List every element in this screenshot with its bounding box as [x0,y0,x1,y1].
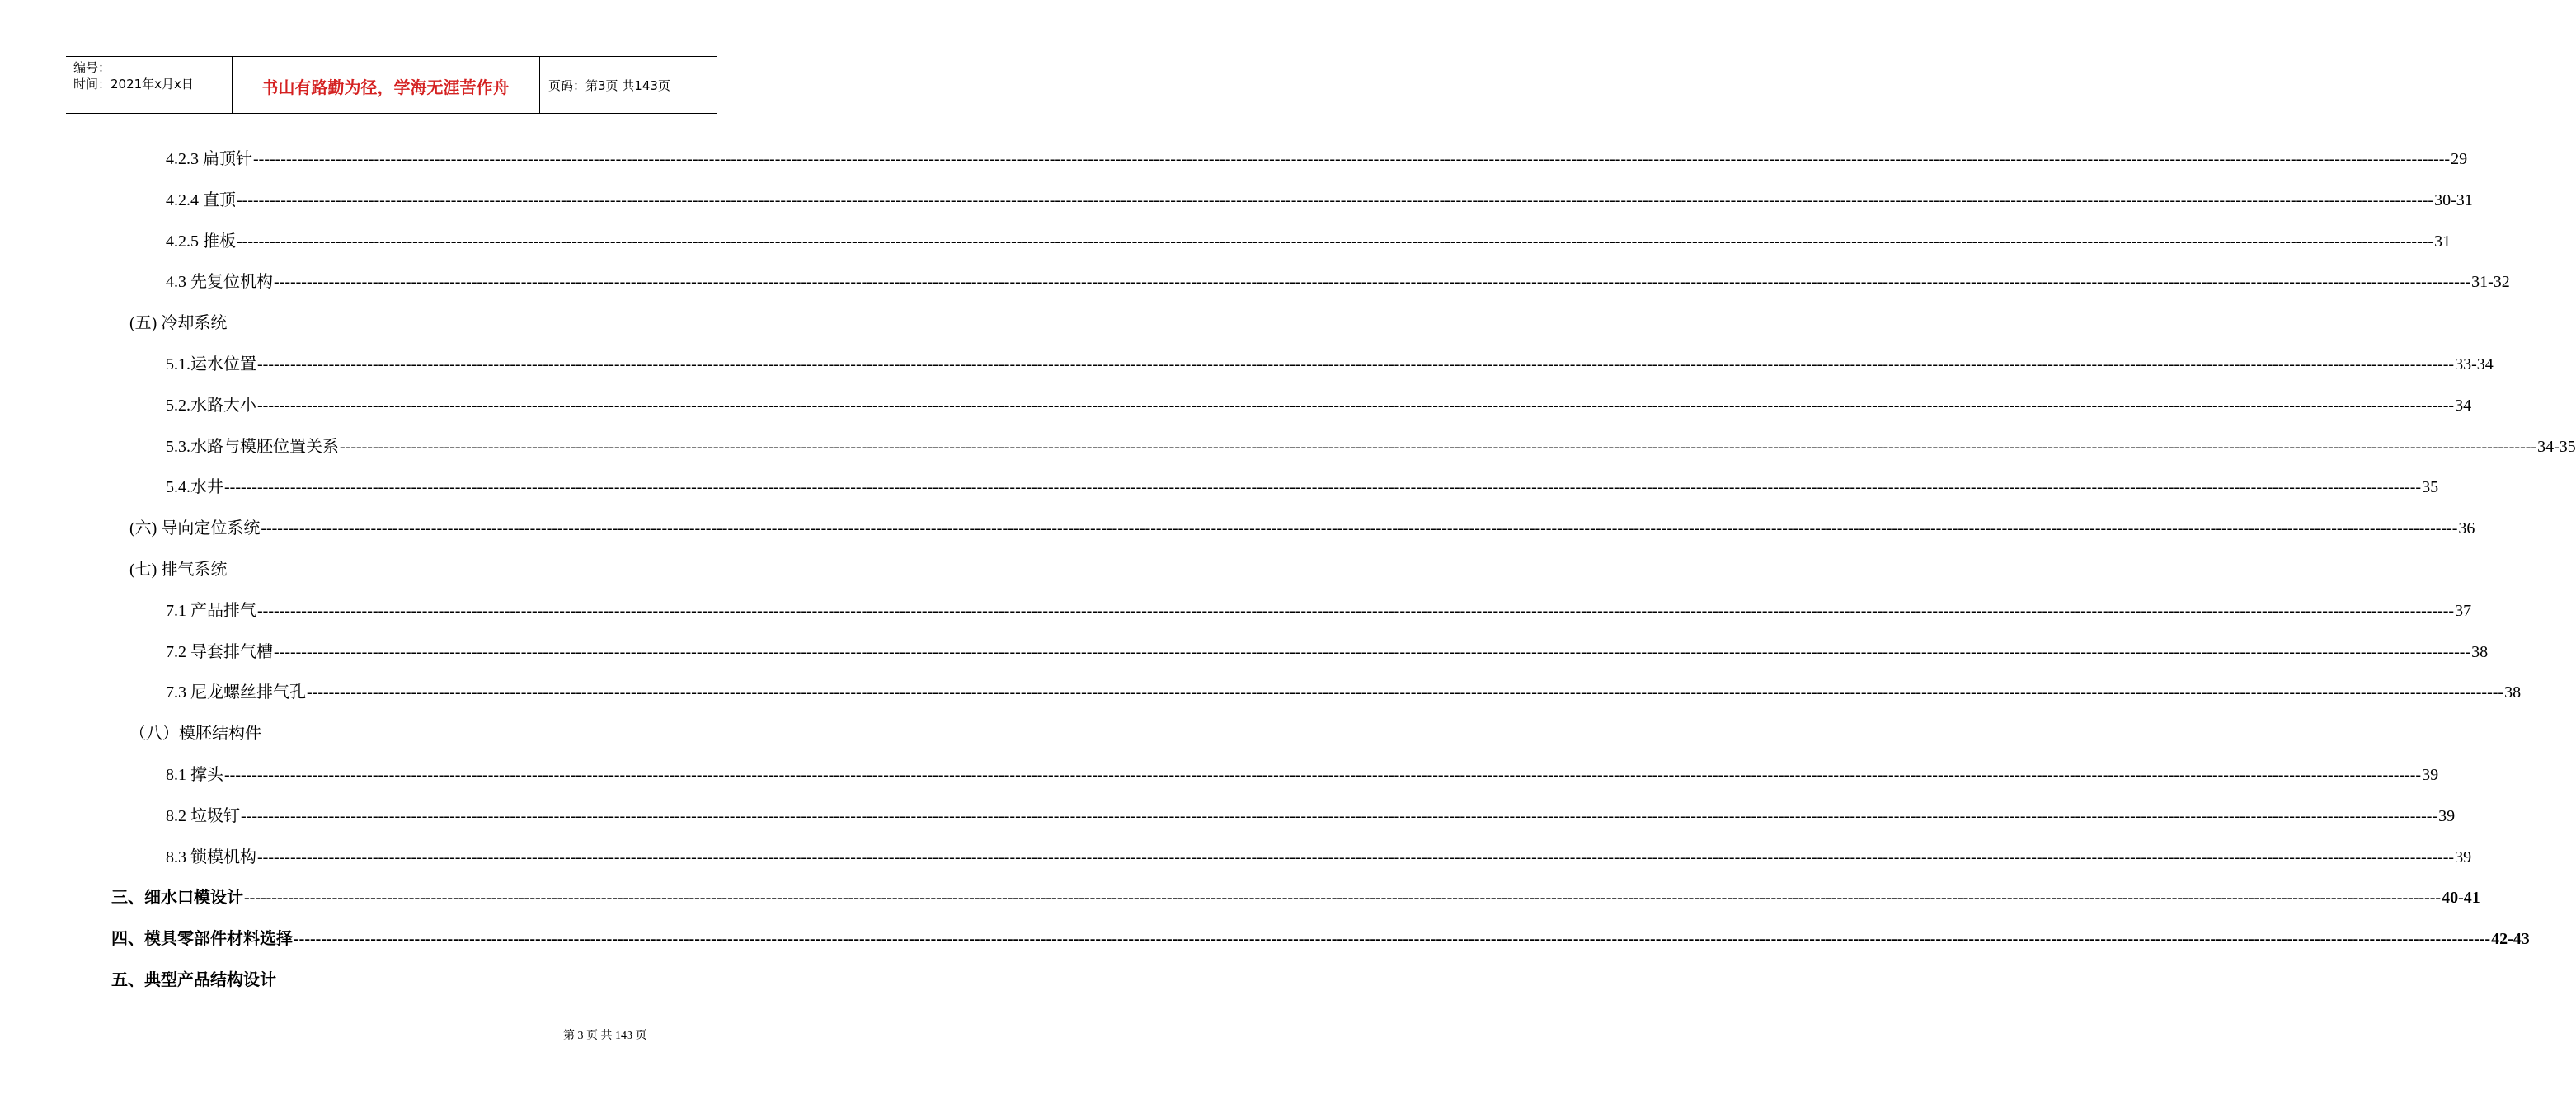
toc-entry [129,516,2475,541]
toc-page-number: 38 [2504,683,2522,702]
toc-entry [166,763,2439,787]
toc-entry [129,311,227,336]
toc-entry-label: 三、细水口模设计 [111,889,243,907]
toc-entry-label: 8.2 垃圾钉 [166,807,240,825]
toc-page-number: 37 [2455,602,2472,620]
header-info-cell [66,57,233,113]
toc-leader: ---------------------------------------------------------------------------------------------------------------------------------------------------------------------------------------------------------------------------------------------------------------------------------------------------------------------------------------------------------------------------------------------------------------- [340,438,2537,456]
toc-leader: ---------------------------------------------------------------------------------------------------------------------------------------------------------------------------------------------------------------------------------------------------------------------------------------------------------------------------------------------------------------------------------------------------------------- [224,478,2422,496]
toc-page-number: 34 [2455,397,2472,415]
toc-entry [166,845,2472,870]
motto-text: 书山有路勤为径，学海无涯苦作舟 [261,77,510,97]
page-header [66,56,717,114]
toc-entry [166,188,2473,213]
toc-entry-label: 4.2.5 推板 [166,232,236,251]
toc-entry-label: 8.3 锁模机构 [166,848,256,866]
toc-entry [166,393,2472,418]
toc-entry [166,804,2456,829]
toc-leader: ---------------------------------------------------------------------------------------------------------------------------------------------------------------------------------------------------------------------------------------------------------------------------------------------------------------------------------------------------------------------------------------------------------------- [307,683,2504,702]
page-footer: 第 3 页 共 143 页 [563,1030,647,1042]
toc-page-number: 34-35 [2537,438,2576,456]
toc-entry-label: 5.1.运水位置 [166,355,256,373]
toc-page-number: 30-31 [2434,191,2473,209]
toc-entry [129,557,227,582]
toc-entry-label: 5.2.水路大小 [166,397,256,415]
toc-entry-label: 4.2.4 直顶 [166,191,236,209]
toc-entry [166,270,2510,294]
toc-entry-label: 五、典型产品结构设计 [111,971,276,989]
toc-leader: ---------------------------------------------------------------------------------------------------------------------------------------------------------------------------------------------------------------------------------------------------------------------------------------------------------------------------------------------------------------------------------------------------------------- [257,602,2455,620]
toc-page-number: 36 [2458,519,2475,538]
header-page-cell [540,57,717,113]
toc-entry [166,475,2439,500]
toc-entry-label: 4.3 先复位机构 [166,273,273,291]
toc-entry [166,229,2451,254]
toc-leader: ---------------------------------------------------------------------------------------------------------------------------------------------------------------------------------------------------------------------------------------------------------------------------------------------------------------------------------------------------------------------------------------------------------------- [237,191,2434,209]
toc-entry [166,640,2489,664]
toc-entry-label: 8.1 撑头 [166,766,223,784]
page-info: 页码：第3页 共143页 [548,78,670,93]
toc-page-number: 42-43 [2491,930,2530,948]
toc-entry-label: (五) 冷却系统 [129,314,228,332]
toc-leader: ---------------------------------------------------------------------------------------------------------------------------------------------------------------------------------------------------------------------------------------------------------------------------------------------------------------------------------------------------------------------------------------------------------------- [241,807,2438,825]
toc-leader: ---------------------------------------------------------------------------------------------------------------------------------------------------------------------------------------------------------------------------------------------------------------------------------------------------------------------------------------------------------------------------------------------------------------- [261,519,2458,538]
toc-entry-label: 7.1 产品排气 [166,602,256,620]
toc-entry-label: 7.2 导套排气槽 [166,643,273,661]
time-label: 时间：2021年x月x日 [73,77,194,92]
toc-page-number: 39 [2422,766,2439,784]
toc-entry [129,721,261,746]
toc-leader: ---------------------------------------------------------------------------------------------------------------------------------------------------------------------------------------------------------------------------------------------------------------------------------------------------------------------------------------------------------------------------------------------------------------- [274,643,2471,661]
toc-page-number: 38 [2471,643,2489,661]
toc-entry [111,968,276,993]
toc-page-number: 29 [2451,150,2468,168]
toc-entry-label: 四、模具零部件材料选择 [111,930,293,948]
toc-leader: ---------------------------------------------------------------------------------------------------------------------------------------------------------------------------------------------------------------------------------------------------------------------------------------------------------------------------------------------------------------------------------------------------------------- [244,889,2442,907]
toc-entry-label: 4.2.3 扁顶针 [166,150,252,168]
toc-entry [166,352,2494,377]
toc-entry [166,680,2522,705]
toc-entry-label: (六) 导向定位系统 [129,519,261,538]
toc-entry [166,147,2468,171]
toc-page-number: 40-41 [2442,889,2480,907]
toc-leader: ---------------------------------------------------------------------------------------------------------------------------------------------------------------------------------------------------------------------------------------------------------------------------------------------------------------------------------------------------------------------------------------------------------------- [237,232,2434,251]
toc-leader: ---------------------------------------------------------------------------------------------------------------------------------------------------------------------------------------------------------------------------------------------------------------------------------------------------------------------------------------------------------------------------------------------------------------- [257,355,2455,373]
toc-page-number: 33-34 [2455,355,2494,373]
toc-page-number: 31-32 [2471,273,2510,291]
toc-entry [111,927,2530,951]
toc-leader: ---------------------------------------------------------------------------------------------------------------------------------------------------------------------------------------------------------------------------------------------------------------------------------------------------------------------------------------------------------------------------------------------------------------- [257,397,2455,415]
toc-entry [111,885,2480,910]
toc-page-number: 39 [2455,848,2472,866]
toc-leader: ---------------------------------------------------------------------------------------------------------------------------------------------------------------------------------------------------------------------------------------------------------------------------------------------------------------------------------------------------------------------------------------------------------------- [274,273,2471,291]
toc-entry-label: 7.3 尼龙螺丝排气孔 [166,683,306,702]
toc-page-number: 31 [2434,232,2451,251]
toc-entry-label: (七) 排气系统 [129,561,228,579]
toc-leader: ---------------------------------------------------------------------------------------------------------------------------------------------------------------------------------------------------------------------------------------------------------------------------------------------------------------------------------------------------------------------------------------------------------------- [224,766,2422,784]
toc-leader: ---------------------------------------------------------------------------------------------------------------------------------------------------------------------------------------------------------------------------------------------------------------------------------------------------------------------------------------------------------------------------------------------------------------- [257,848,2455,866]
header-motto-cell [232,57,540,113]
toc-entry [166,599,2472,623]
toc-entry-label: 5.4.水井 [166,478,223,496]
toc-page-number: 35 [2422,478,2439,496]
toc-page-number: 39 [2438,807,2456,825]
number-label: 编号： [73,60,111,75]
toc-entry-label: （八）模胚结构件 [129,725,261,743]
toc-leader: ---------------------------------------------------------------------------------------------------------------------------------------------------------------------------------------------------------------------------------------------------------------------------------------------------------------------------------------------------------------------------------------------------------------- [294,930,2491,948]
toc-leader: ---------------------------------------------------------------------------------------------------------------------------------------------------------------------------------------------------------------------------------------------------------------------------------------------------------------------------------------------------------------------------------------------------------------- [253,150,2451,168]
toc-entry [166,434,2576,459]
toc-entry-label: 5.3.水路与模胚位置关系 [166,438,339,456]
